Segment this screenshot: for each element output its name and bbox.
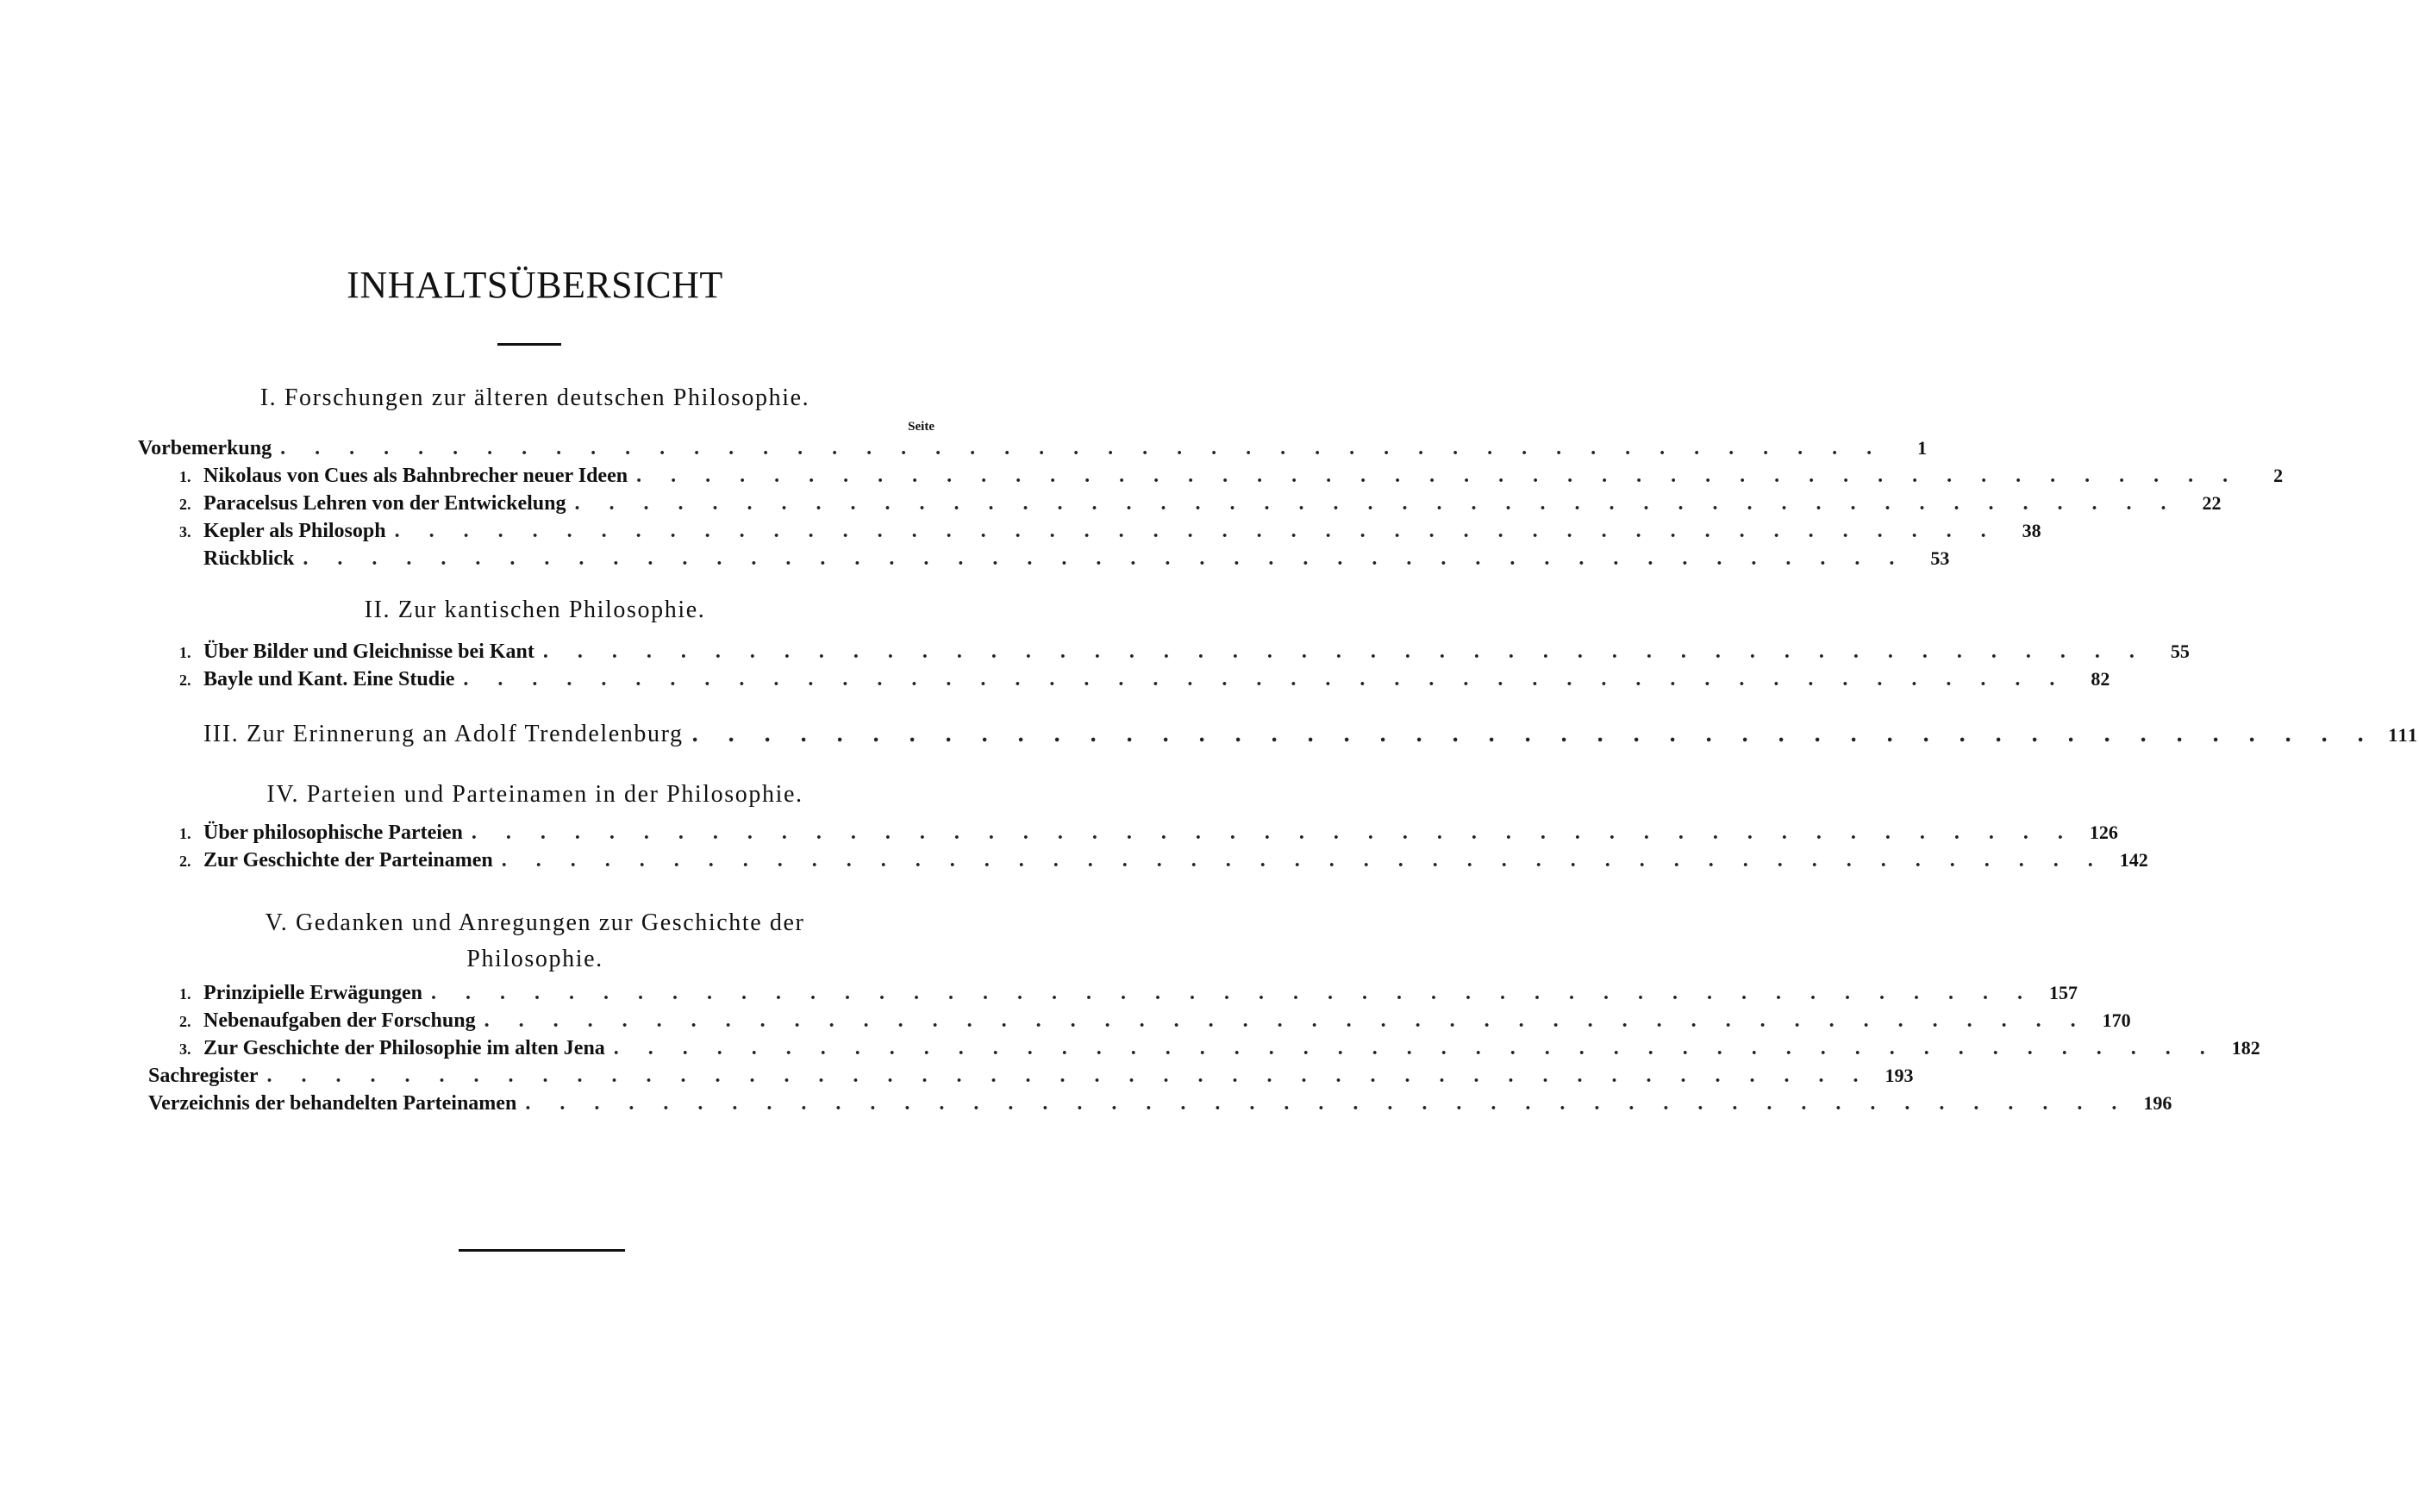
entry-page: 182 (2231, 1037, 2260, 1059)
entry-page: 142 (2119, 849, 2148, 871)
toc-entry-parteinamen[interactable] (179, 847, 2148, 874)
dot-leader: . . . . . . . . . . . . . . . . . . . . . . . . . . . . . . . . . . . . . . . . . . . . . . . (431, 982, 2035, 1004)
dot-leader: . . . . . . . . . . . . . . . . . . . . . . . . . . . . . . . . . . . . . . . . . . . . . . . (266, 1065, 1871, 1087)
entry-page: 2 (2273, 465, 2284, 486)
entry-number: 3. (179, 523, 191, 540)
dot-leader: . . . . . . . . . . . . . . . . . . . . . . . . . . . . . . . . . . . . . . . . . . . . . . . (613, 1037, 2217, 1059)
toc-entry-jena[interactable] (179, 1034, 2260, 1062)
dot-leader: . . . . . . . . . . . . . . . . . . . . . . . . . . . . . . . . . . . . . . . . . . . . . . . (501, 849, 2105, 872)
section-heading-4: IV. Parteien und Parteinamen in der Philosophie. (266, 781, 803, 808)
dot-leader: . . . . . . . . . . . . . . . . . . . . . . . . . . . . . . . . . . . . . . . . . . . . . . . (574, 492, 2178, 515)
entry-page: 55 (2170, 640, 2190, 662)
dot-leader: . . . . . . . . . . . . . . . . . . . . . . . . . . . . . . . . . . . . . . . . . . . . . . . (463, 668, 2067, 690)
toc-entry-sachregister[interactable] (148, 1062, 1914, 1090)
entry-label: Über Bilder und Gleichnisse bei Kant (203, 640, 534, 663)
toc-entry-rueckblick[interactable] (203, 545, 1950, 572)
entry-number: 2. (179, 1013, 191, 1030)
toc-entry-bilder[interactable] (179, 638, 2190, 665)
section-heading-5-line1: V. Gedanken und Anregungen zur Geschichte der (265, 909, 805, 936)
entry-label: Nikolaus von Cues als Bahnbrecher neuer Ideen (203, 465, 628, 487)
entry-page: 82 (2091, 668, 2110, 690)
dot-leader: . . . . . . . . . . . . . . . . . . . . . . . . . . . . . . . . . . . . . . . . . . . . . . . (542, 640, 2147, 663)
dot-leader: . . . . . . . . . . . . . . . . . . . . . . . . . . . . . . . . . . . . . . . . . . . . . . . (525, 1092, 2129, 1115)
dot-leader: . . . . . . . . . . . . . . . . . . . . . . . . . . . . . . . . . . . . . . . . . . . . . . . (280, 437, 1885, 459)
section-heading-1: I. Forschungen zur älteren deutschen Philosophie. (259, 384, 810, 411)
toc-entry-paracelsus[interactable] (179, 490, 2222, 517)
entry-page: 157 (2049, 982, 2078, 1003)
toc-entry-prinzipielle[interactable] (179, 979, 2078, 1007)
entry-page: 53 (1930, 547, 1950, 569)
dot-leader: . . . . . . . . . . . . . . . . . . . . . . . . . . . . . . . . . . . . . . . . . . . . . . . (484, 1009, 2088, 1032)
dot-leader: . . . . . . . . . . . . . . . . . . . . . . . . . . . . . . . . . . . . . . . . . . . . . . . (636, 465, 2241, 487)
entry-number: 2. (179, 496, 191, 513)
toc-entry-nebenaufgaben[interactable] (179, 1007, 2131, 1034)
entry-label: Kepler als Philosoph (203, 520, 386, 542)
entry-page: 126 (2089, 822, 2118, 843)
entry-page: 1 (1917, 437, 1928, 459)
title-divider (497, 343, 561, 346)
entry-page: 111 (2388, 724, 2419, 746)
section-heading-2: II. Zur kantischen Philosophie. (364, 597, 706, 623)
entry-page: 170 (2102, 1009, 2131, 1031)
closing-divider (459, 1249, 625, 1252)
entry-page: 196 (2143, 1092, 2172, 1114)
entry-label: Prinzipielle Erwägungen (203, 982, 422, 1004)
entry-label: Zur Geschichte der Parteinamen (203, 849, 493, 872)
section-heading-5-line2: Philosophie. (466, 946, 603, 972)
entry-label: Vorbemerkung (138, 437, 272, 459)
toc-entry-kepler[interactable] (179, 517, 2041, 545)
entry-label: Über philosophische Parteien (203, 822, 463, 844)
seite-label: Seite (908, 420, 934, 434)
dot-leader: . . . . . . . . . . . . . . . . . . . . . . . . . . . . . . . . . . . . . . . . . . . . . . . (471, 822, 2075, 844)
toc-entry-verzeichnis[interactable] (148, 1090, 2172, 1117)
entry-label: Zur Geschichte der Philosophie im alten Jena (203, 1037, 605, 1059)
toc-entry-bayle[interactable] (179, 665, 2110, 693)
entry-number: 1. (179, 985, 191, 1003)
entry-number: 1. (179, 644, 191, 661)
entry-label: Verzeichnis der behandelten Parteinamen (148, 1092, 517, 1115)
entry-label: Sachregister (148, 1065, 259, 1087)
entry-number: 3. (179, 1040, 191, 1058)
entry-number: 1. (179, 825, 191, 842)
dot-leader: . . . . . . . . . . . . . . . . . . . . . . . . . . . . . . . . . . . . . . . . . . . . . . . (394, 520, 1998, 542)
entry-page: 38 (2022, 520, 2041, 541)
dot-leader: . . . . . . . . . . . . . . . . . . . . . . . . . . . . . . . . . . . . . . . . . . . . . . . (303, 547, 1907, 570)
entry-label: Bayle und Kant. Eine Studie (203, 668, 455, 690)
section-heading-3: III. Zur Erinnerung an Adolf Trendelenburg (203, 721, 684, 747)
entry-page: 22 (2202, 492, 2222, 514)
entry-label: Nebenaufgaben der Forschung (203, 1009, 476, 1032)
page-title: INHALTSÜBERSICHT (347, 264, 723, 306)
entry-number: 2. (179, 853, 191, 870)
section-heading-5 (172, 905, 897, 978)
entry-number: 1. (179, 468, 191, 485)
toc-entry-parteien[interactable] (179, 819, 2118, 847)
dot-leader: . . . . . . . . . . . . . . . . . . . . . . . . . . . . . . . . . . . . . . . . . . . . . . . (691, 721, 2376, 747)
entry-label: Paracelsus Lehren von der Entwickelung (203, 492, 566, 515)
toc-entry-vorbemerkung[interactable] (138, 434, 1928, 462)
toc-entry-trendelenburg[interactable] (203, 721, 2419, 748)
entry-number: 2. (179, 672, 191, 689)
toc-entry-nikolaus[interactable] (179, 462, 2284, 490)
entry-page: 193 (1885, 1065, 1914, 1086)
entry-label: Rückblick (203, 547, 295, 570)
